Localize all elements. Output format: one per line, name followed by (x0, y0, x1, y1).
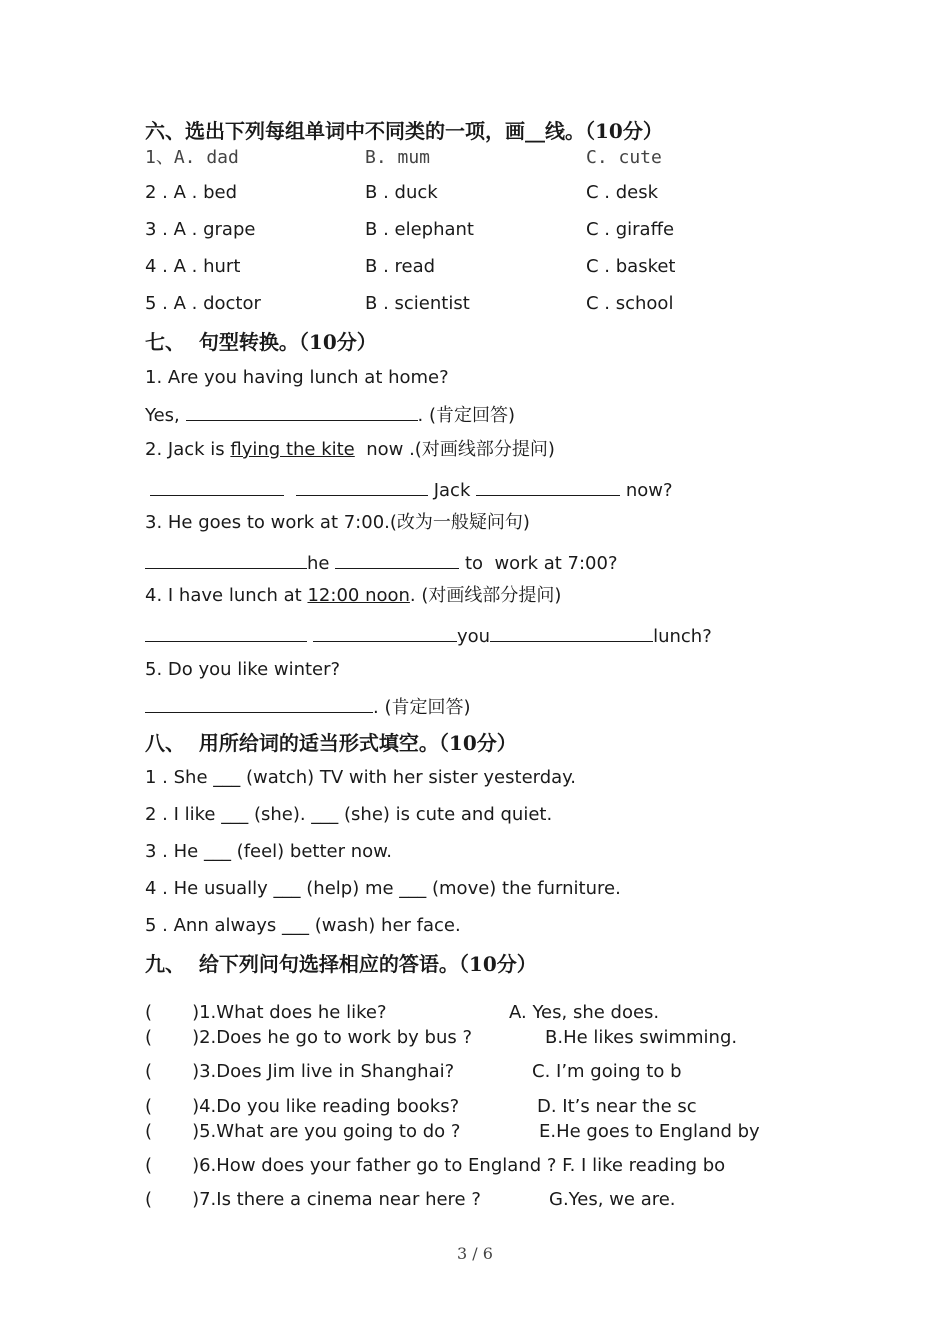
s7-q4-suffix: . (对画线部分提问) (409, 585, 562, 606)
s9-question-6 (145, 1157, 725, 1175)
s7-answer-4 (145, 625, 712, 646)
s6-row-2-c: C . desk (586, 182, 659, 203)
s7-answer-4-mid: you (457, 626, 491, 647)
s9-answer-f: F. I like reading bo (562, 1155, 726, 1176)
s8-line-5: 5 . Ann always ___ (wash) her face. (145, 915, 461, 936)
s6-row-3-c: C . giraffe (586, 219, 675, 240)
s6-row-5-a: 5 . A . doctor (145, 293, 261, 314)
s6-row-1-b: B. mum (365, 147, 431, 168)
answer-blank[interactable] (145, 625, 307, 642)
answer-blank[interactable] (490, 625, 653, 642)
s6-row-3-a: 3 . A . grape (145, 219, 256, 240)
s6-row-4-c: C . basket (586, 256, 676, 277)
s7-answer-3-mid1: he (307, 553, 336, 574)
section-8-title: 八、 用所给词的适当形式填空。（10分） (145, 731, 517, 755)
s7-answer-5-suffix: . (肯定回答) (373, 697, 471, 718)
s7-answer-2 (150, 479, 673, 500)
s9-answer-c: C. I’m going to b (532, 1061, 682, 1082)
s6-row-3-b: B . elephant (365, 219, 474, 240)
section-9-title: 九、 给下列问句选择相应的答语。（10分） (145, 952, 537, 976)
page-number: 3 / 6 (457, 1244, 493, 1263)
s9-question-1: ( )1.What does he like? (145, 1002, 387, 1023)
s6-row-5-b: B . scientist (365, 293, 470, 314)
answer-blank[interactable] (186, 404, 418, 421)
s9-answer-b: B.He likes swimming. (545, 1027, 738, 1048)
s9-answer-d: D. It’s near the sc (537, 1096, 697, 1117)
s8-line-3: 3 . He ___ (feel) better now. (145, 841, 392, 862)
s7-question-2 (145, 441, 555, 459)
s7-q2-suffix: now .(对画线部分提问) (354, 439, 555, 460)
s7-answer-2-end: now? (620, 480, 673, 501)
s9-question-3: ( )3.Does Jim live in Shanghai? (145, 1061, 455, 1082)
s7-answer-3 (145, 552, 618, 573)
s6-row-4-b: B . read (365, 256, 436, 277)
s9-question-7: ( )7.Is there a cinema near here ? (145, 1189, 481, 1210)
s8-line-2: 2 . I like ___ (she). ___ (she) is cute and quiet. (145, 804, 553, 825)
answer-blank[interactable] (313, 625, 457, 642)
s7-question-1: 1. Are you having lunch at home? (145, 367, 449, 388)
s9-answer-a: A. Yes, she does. (509, 1002, 660, 1023)
s9-answer-e: E.He goes to England by (539, 1121, 760, 1142)
s7-answer-1-prefix: Yes, (145, 405, 186, 426)
s7-q2-prefix: 2. Jack is (145, 439, 231, 460)
s6-row-2-a: 2 . A . bed (145, 182, 238, 203)
answer-blank[interactable] (335, 552, 459, 569)
s9-question-4: ( )4.Do you like reading books? (145, 1096, 460, 1117)
s7-question-4 (145, 587, 561, 605)
answer-blank[interactable] (150, 479, 284, 496)
s9-question-5: ( )5.What are you going to do ? (145, 1121, 461, 1142)
s6-row-1-a: 1、A. dad (145, 147, 239, 168)
s8-line-1: 1 . She ___ (watch) TV with her sister yesterday. (145, 767, 576, 788)
s7-question-3: 3. He goes to work at 7:00.(改为一般疑问句) (145, 512, 530, 533)
s7-q4-underlined: 12:00 noon (307, 585, 410, 606)
s7-answer-1 (145, 404, 515, 425)
s9-answer-g: G.Yes, we are. (549, 1189, 676, 1210)
section-6-title: 六、选出下列每组单词中不同类的一项，画__线。（10分） (145, 119, 663, 143)
s9-question-6-text: ( )6.How does your father go to England ? (145, 1155, 557, 1176)
s7-q2-underlined: flying the kite (230, 439, 355, 460)
s7-answer-2-word: Jack (428, 480, 477, 501)
s6-row-1-c: C. cute (586, 147, 662, 168)
s7-q4-prefix: 4. I have lunch at (145, 585, 308, 606)
answer-blank[interactable] (476, 479, 620, 496)
s7-answer-1-suffix: . (肯定回答) (417, 405, 515, 426)
s6-row-4-a: 4 . A . hurt (145, 256, 241, 277)
section-7-title: 七、 句型转换。（10分） (145, 330, 377, 354)
s8-line-4: 4 . He usually ___ (help) me ___ (move) the furniture. (145, 878, 621, 899)
s7-question-5: 5. Do you like winter? (145, 659, 341, 680)
answer-blank[interactable] (145, 696, 373, 713)
s7-answer-4-end: lunch? (653, 626, 712, 647)
s6-row-2-b: B . duck (365, 182, 438, 203)
answer-blank[interactable] (296, 479, 428, 496)
answer-blank[interactable] (145, 552, 307, 569)
s6-row-5-c: C . school (586, 293, 674, 314)
s9-question-2: ( )2.Does he go to work by bus ? (145, 1027, 473, 1048)
s7-answer-3-mid2: to work at 7:00? (459, 553, 618, 574)
s7-answer-5 (145, 696, 471, 717)
